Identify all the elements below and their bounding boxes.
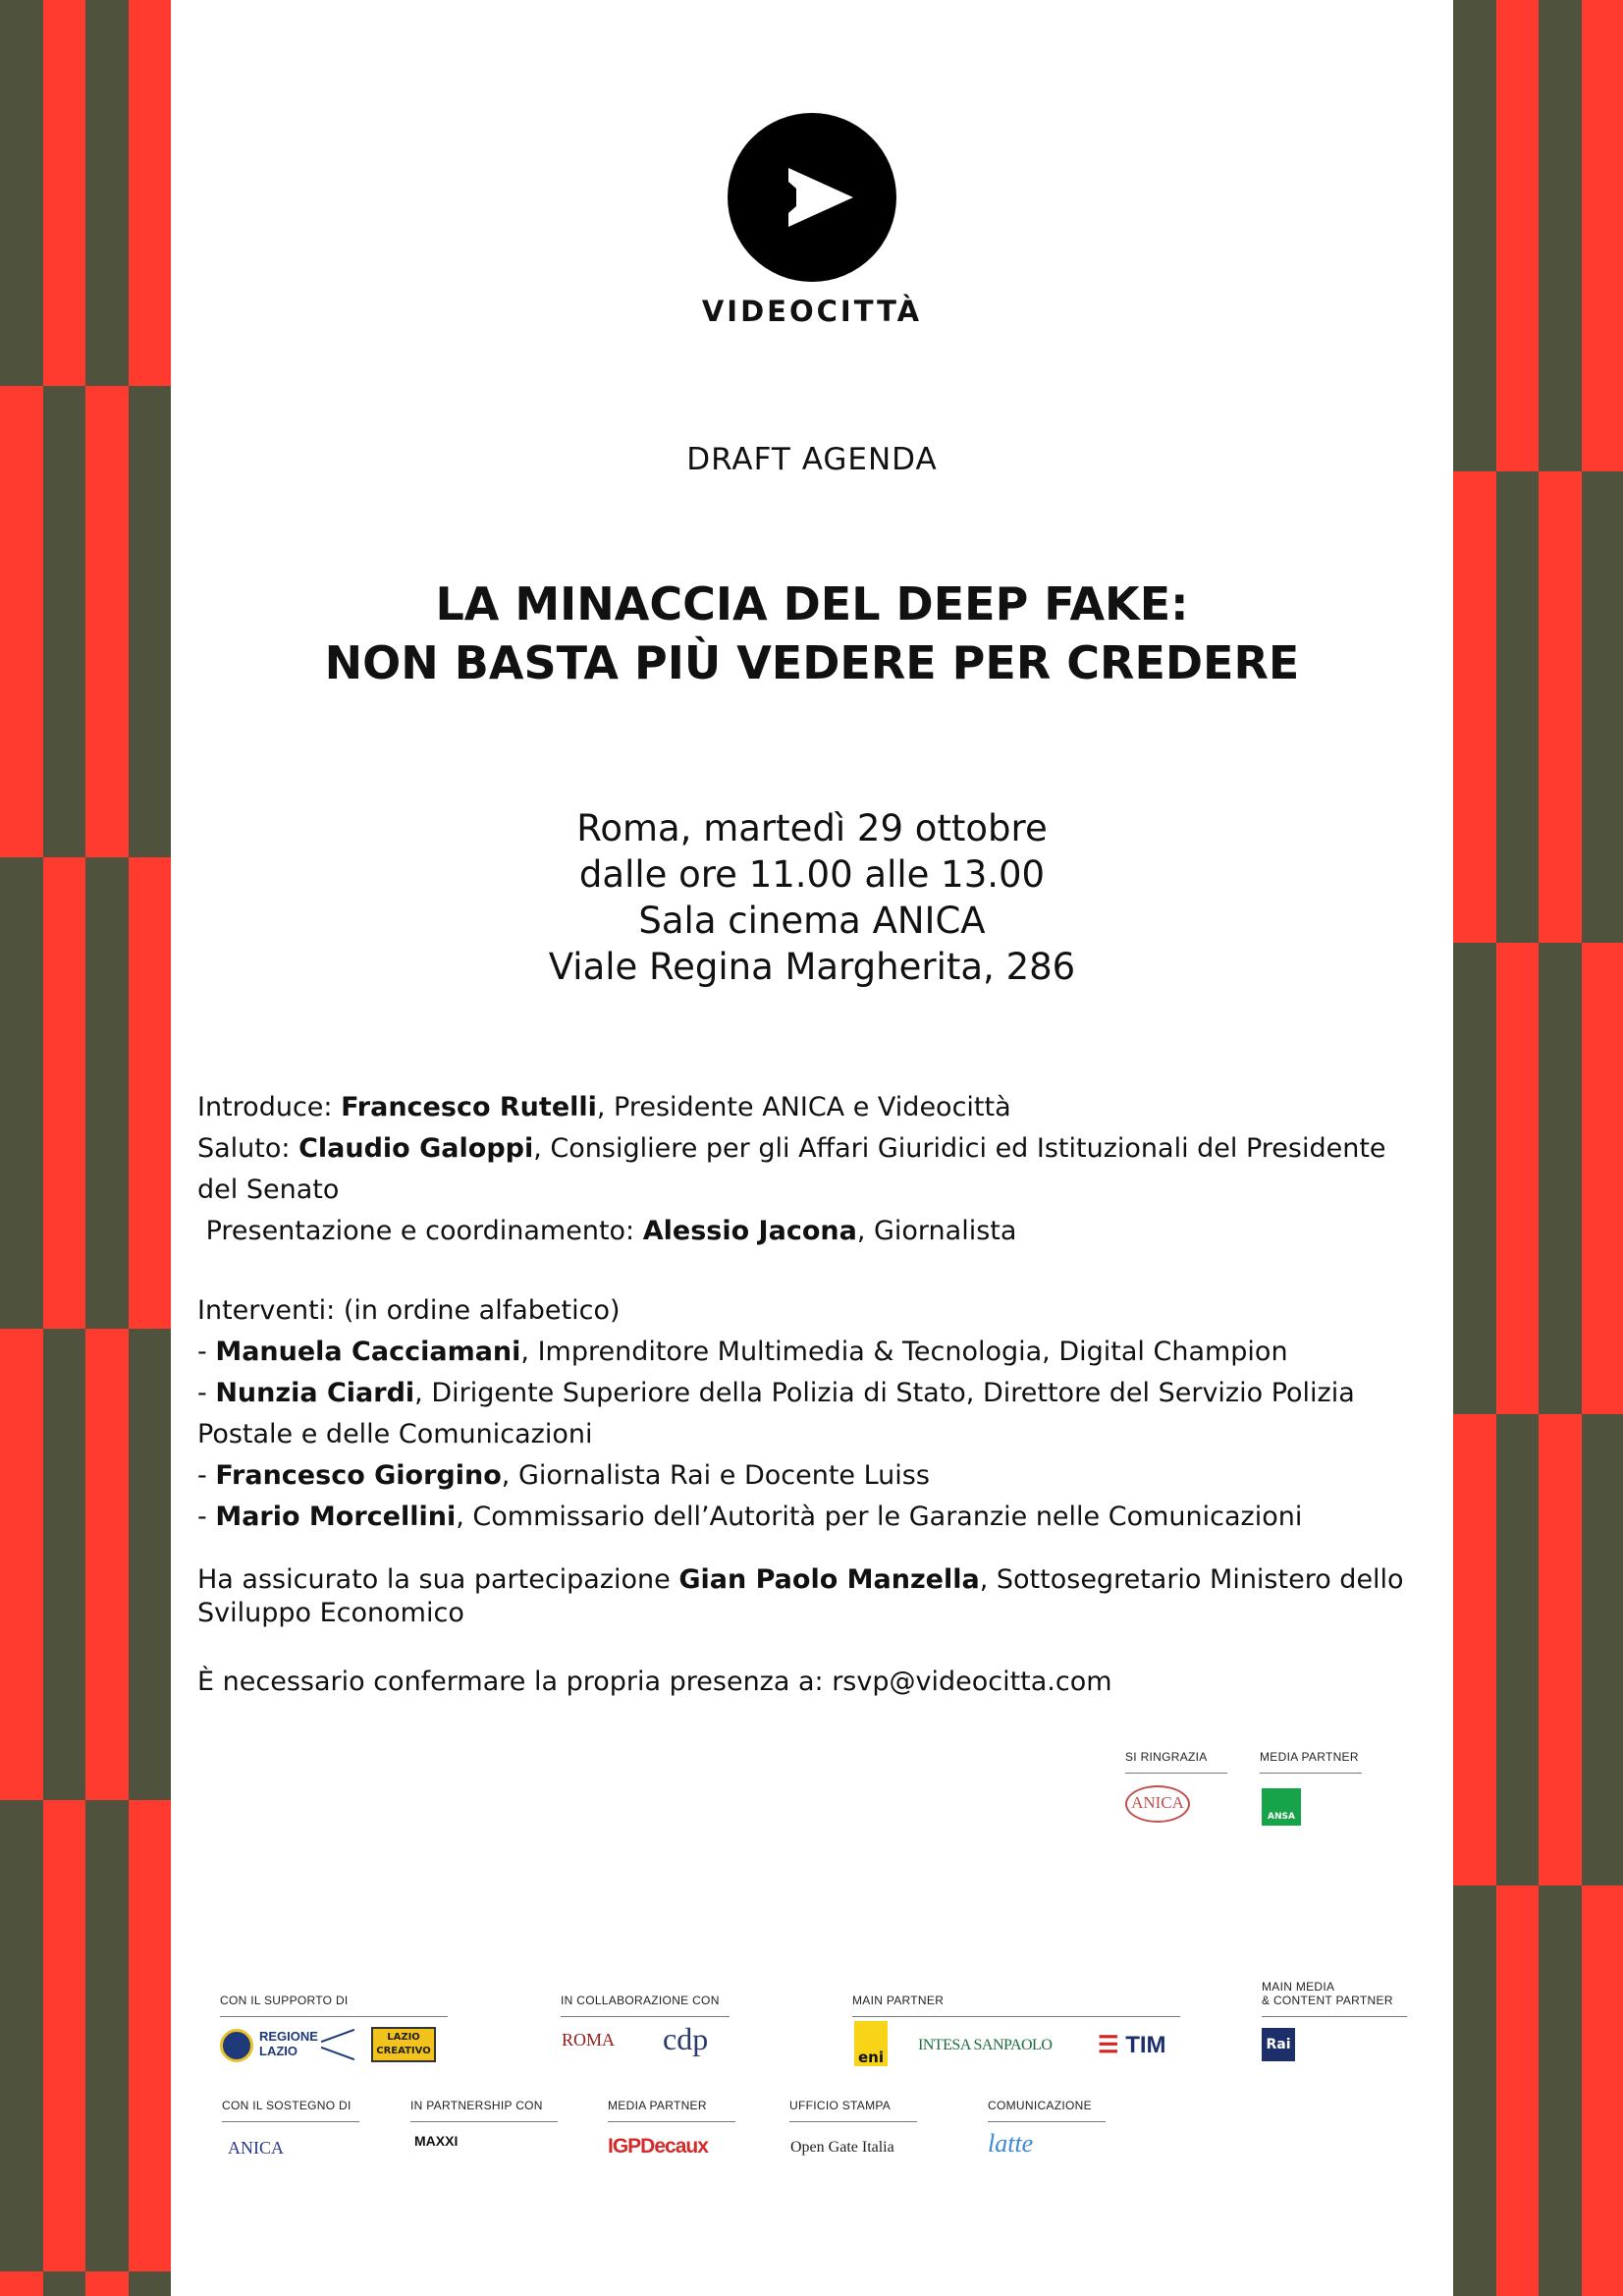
latte-creative-logo: latte bbox=[988, 2129, 1034, 2158]
stripe-segment bbox=[85, 857, 129, 1329]
stripe-segment bbox=[1582, 0, 1623, 471]
event-address: Viale Regina Margherita, 286 bbox=[548, 946, 1076, 988]
speaker-role: , Imprenditore Multimedia & Tecnologia, Digital Champion bbox=[520, 1337, 1288, 1367]
tim-logo-text: TIM bbox=[1125, 2032, 1166, 2058]
regione-lazio-text: REGIONE LAZIO bbox=[259, 2029, 318, 2058]
main-media-label bbox=[1262, 1980, 1407, 2017]
speaker-role: , Dirigente Superiore della Polizia di Stato, Direttore del Servizio Polizia bbox=[414, 1378, 1355, 1408]
stripe-segment bbox=[129, 386, 172, 857]
speaker-item: - Nunzia Ciardi, Dirigente Superiore della Polizia di Stato, Direttore del Servizio Polizia bbox=[197, 1378, 1355, 1408]
stripe-segment bbox=[1496, 1414, 1540, 1886]
stripe-column bbox=[129, 0, 172, 2296]
stripe-segment bbox=[1582, 1414, 1623, 1886]
stripe-segment bbox=[1539, 0, 1582, 471]
eni-logo bbox=[854, 2021, 888, 2066]
sostegno-label: CON IL SOSTEGNO DI bbox=[222, 2099, 359, 2122]
stripe-segment bbox=[1539, 1886, 1582, 2296]
brand-name: VIDEOCITTÀ bbox=[701, 295, 923, 328]
tim-logo: ☰ TIM bbox=[1098, 2032, 1166, 2058]
saluto-role: , Consigliere per gli Affari Giuridici ed Istituzionali del Presidente bbox=[533, 1133, 1386, 1164]
saluto-name: Claudio Galoppi bbox=[298, 1133, 534, 1164]
regione-lazio-logo bbox=[220, 2025, 357, 2064]
ansa-logo-text: ANSA bbox=[1268, 1812, 1295, 1822]
thanks-media-partner-label: MEDIA PARTNER bbox=[1260, 1750, 1362, 1774]
speaker-item: - Manuela Cacciamani, Imprenditore Multimedia & Tecnologia, Digital Champion bbox=[197, 1337, 1288, 1367]
stripe-segment bbox=[129, 857, 172, 1329]
rai-logo: Rai bbox=[1262, 2028, 1295, 2061]
stripe-column bbox=[1539, 0, 1582, 2296]
stripe-segment bbox=[1539, 943, 1582, 1414]
speaker-role: , Giornalista Rai e Docente Luiss bbox=[501, 1460, 930, 1491]
stripe-segment bbox=[1539, 471, 1582, 943]
program-intro bbox=[197, 1087, 1425, 1252]
saluto-role-cont: del Senato bbox=[197, 1175, 340, 1205]
stripe-segment bbox=[129, 0, 172, 386]
stripe-segment bbox=[43, 0, 86, 386]
stripe-segment bbox=[85, 2271, 129, 2296]
partnership-label: IN PARTNERSHIP CON bbox=[410, 2099, 558, 2122]
stripe-segment bbox=[43, 1800, 86, 2271]
left-stripe-border bbox=[0, 0, 171, 2296]
speaker-name: Francesco Giorgino bbox=[215, 1460, 502, 1491]
interventi-block bbox=[197, 1290, 1425, 1538]
ansa-logo bbox=[1262, 1788, 1301, 1826]
interventi-heading: Interventi: (in ordine alfabetico) bbox=[197, 1295, 621, 1326]
stripe-segment bbox=[85, 1329, 129, 1800]
maxxi-logo: MAXXI bbox=[414, 2133, 459, 2149]
roma-logo: ROMA bbox=[562, 2030, 616, 2050]
stripe-segment bbox=[1539, 1414, 1582, 1886]
draft-agenda-label: DRAFT AGENDA bbox=[686, 442, 938, 477]
open-gate-italia-logo: Open Gate Italia bbox=[790, 2139, 894, 2156]
speaker-name: Mario Morcellini bbox=[215, 1502, 457, 1532]
stripe-column bbox=[0, 0, 43, 2296]
stripe-segment bbox=[0, 0, 43, 386]
stripe-segment bbox=[43, 1329, 86, 1800]
anica-sostegno-logo: ANICA bbox=[228, 2138, 284, 2158]
event-venue: Sala cinema ANICA bbox=[638, 900, 986, 942]
comunicazione-label: COMUNICAZIONE bbox=[988, 2099, 1106, 2122]
stripe-segment bbox=[1496, 471, 1540, 943]
anica-logo bbox=[1125, 1785, 1190, 1823]
stripe-segment bbox=[0, 1800, 43, 2271]
stripe-segment bbox=[1582, 943, 1623, 1414]
right-stripe-border bbox=[1453, 0, 1623, 2296]
presentazione-label: Presentazione e coordinamento: bbox=[197, 1216, 643, 1246]
stripe-segment bbox=[129, 1800, 172, 2271]
speaker-name: Nunzia Ciardi bbox=[215, 1378, 415, 1408]
stripe-column bbox=[1496, 0, 1540, 2296]
assicurato-role: , Sottosegretario Ministero dello bbox=[979, 1564, 1404, 1595]
speaker-name: Manuela Cacciamani bbox=[215, 1337, 521, 1367]
stripe-segment bbox=[1453, 0, 1496, 471]
stripe-segment bbox=[85, 386, 129, 857]
stripe-segment bbox=[0, 857, 43, 1329]
event-time: dalle ore 11.00 alle 13.00 bbox=[578, 853, 1046, 896]
speaker-role: , Commissario dell’Autorità per le Garanzie nelle Comunicazioni bbox=[456, 1502, 1303, 1532]
stripe-segment bbox=[0, 386, 43, 857]
stripe-segment bbox=[1453, 943, 1496, 1414]
introduce-name: Francesco Rutelli bbox=[341, 1092, 597, 1122]
row2-media-partner-label: MEDIA PARTNER bbox=[608, 2099, 735, 2122]
cdp-logo: cdp bbox=[663, 2021, 709, 2056]
introduce-line bbox=[197, 1087, 1425, 1128]
stripe-segment bbox=[0, 2271, 43, 2296]
stripe-segment bbox=[1453, 1414, 1496, 1886]
collaborazione-label: IN COLLABORAZIONE CON bbox=[561, 1994, 730, 2017]
rsvp-line: È necessario confermare la propria presenza a: rsvp@videocitta.com bbox=[197, 1667, 1112, 1697]
assicurato-role-cont: Sviluppo Economico bbox=[197, 1598, 464, 1628]
stripe-segment bbox=[1582, 1886, 1623, 2296]
main-media-label-2: & CONTENT PARTNER bbox=[1262, 1994, 1393, 2007]
saluto-label: Saluto: bbox=[197, 1133, 299, 1164]
stripe-segment bbox=[1453, 471, 1496, 943]
stripe-segment bbox=[85, 1800, 129, 2271]
speaker-item: - Mario Morcellini, Commissario dell’Autorità per le Garanzie nelle Comunicazioni bbox=[197, 1502, 1303, 1532]
stripe-segment bbox=[1453, 1886, 1496, 2296]
stripe-column bbox=[1582, 0, 1623, 2296]
ufficio-stampa-label: UFFICIO STAMPA bbox=[789, 2099, 917, 2122]
eni-logo-text: eni bbox=[858, 2049, 884, 2066]
intesa-sanpaolo-logo: INTESA SANPAOLO bbox=[918, 2037, 1053, 2053]
play-icon bbox=[728, 113, 896, 282]
si-ringrazia-label: SI RINGRAZIA bbox=[1125, 1750, 1227, 1774]
title-line-1: LA MINACCIA DEL DEEP FAKE: bbox=[435, 577, 1189, 630]
assicurato-name: Gian Paolo Manzella bbox=[678, 1564, 980, 1595]
presentazione-line bbox=[197, 1211, 1425, 1252]
stripe-segment bbox=[1582, 471, 1623, 943]
main-media-label-1: MAIN MEDIA bbox=[1262, 1980, 1335, 1994]
stripe-segment bbox=[1496, 0, 1540, 471]
title-line-2: NON BASTA PIÙ VEDERE PER CREDERE bbox=[324, 636, 1300, 689]
speaker-item: - Francesco Giorgino, Giornalista Rai e Docente Luiss bbox=[197, 1460, 930, 1491]
stripe-segment bbox=[129, 2271, 172, 2296]
presentazione-role: , Giornalista bbox=[856, 1216, 1017, 1246]
event-details bbox=[171, 805, 1453, 990]
assicurato-text: Ha assicurato la sua partecipazione bbox=[197, 1564, 679, 1595]
stripe-segment bbox=[43, 2271, 86, 2296]
anica-logo-text: ANICA bbox=[1131, 1793, 1184, 1812]
event-title bbox=[171, 574, 1453, 692]
saluto-line bbox=[197, 1128, 1425, 1170]
stripe-column bbox=[85, 0, 129, 2296]
stripe-segment bbox=[43, 857, 86, 1329]
stripe-segment bbox=[85, 0, 129, 386]
assicurato-line bbox=[197, 1563, 1425, 1597]
event-date: Roma, martedì 29 ottobre bbox=[576, 807, 1048, 849]
stripe-segment bbox=[0, 1329, 43, 1800]
stripe-segment bbox=[1496, 943, 1540, 1414]
main-partner-label: MAIN PARTNER bbox=[852, 1994, 1180, 2017]
introduce-role: , Presidente ANICA e Videocittà bbox=[596, 1092, 1011, 1122]
stripe-segment bbox=[129, 1329, 172, 1800]
speaker-role-cont: Postale e delle Comunicazioni bbox=[197, 1419, 593, 1449]
supporto-label: CON IL SUPPORTO DI bbox=[220, 1994, 448, 2017]
assicurato-block bbox=[197, 1563, 1425, 1630]
stripe-column bbox=[43, 0, 86, 2296]
videocitta-logo bbox=[728, 113, 896, 282]
stripe-segment bbox=[43, 386, 86, 857]
presentazione-name: Alessio Jacona bbox=[642, 1216, 857, 1246]
lazio-creativo-logo: LAZIO CREATIVO bbox=[371, 2027, 436, 2062]
stripe-column bbox=[1453, 0, 1496, 2296]
igpdecaux-logo: IGPDecaux bbox=[608, 2135, 708, 2158]
introduce-label: Introduce: bbox=[197, 1092, 342, 1122]
stripe-segment bbox=[1496, 1886, 1540, 2296]
